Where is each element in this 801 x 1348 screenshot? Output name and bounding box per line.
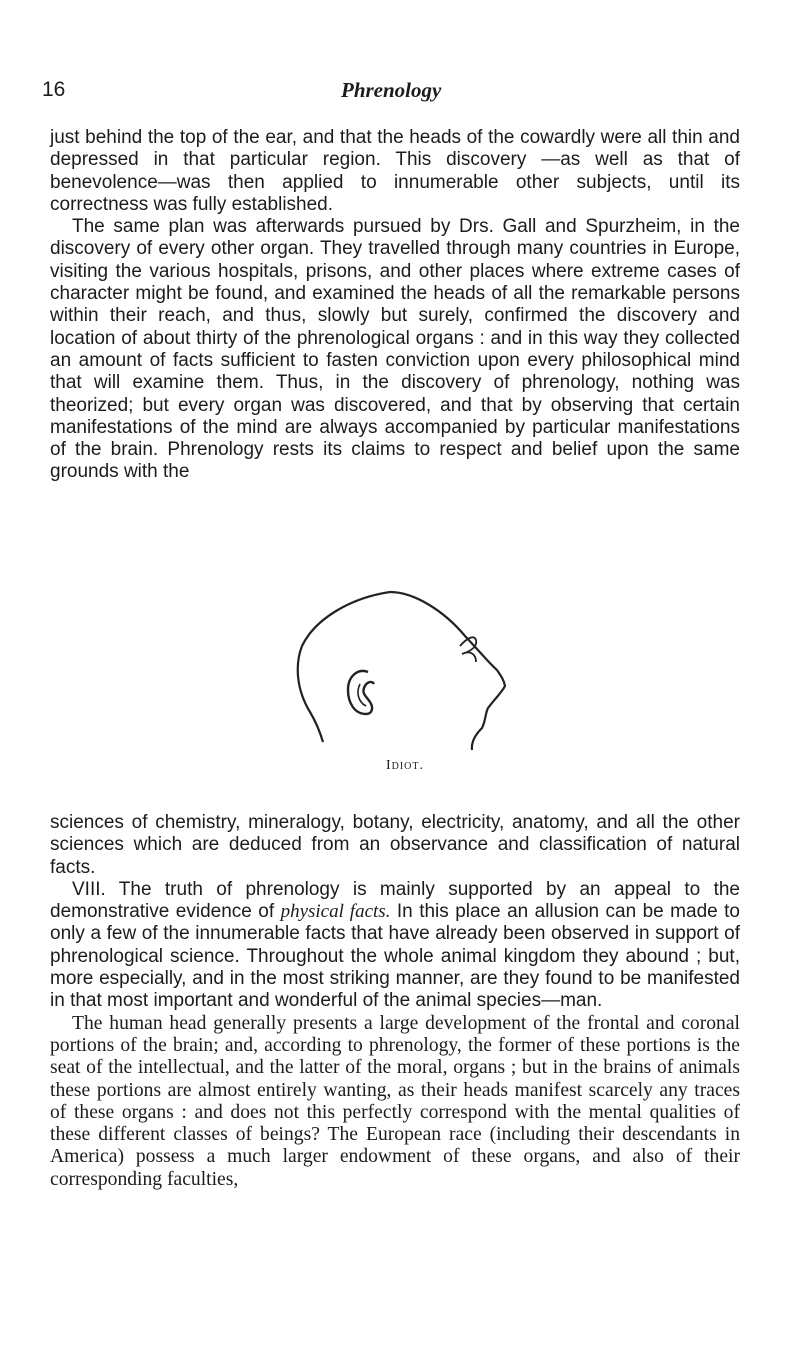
paragraph-sciences: sciences of chemistry, mineralogy, botany, electricity, anatomy, and all the other sciences which are deduced from an observance and classification of natural facts.: [50, 812, 740, 878]
skull-back-outline: [298, 592, 390, 742]
paragraph-human-head: The human head generally presents a large development of the frontal and coronal portions of the brain; and, according to phrenology, the former of these portions is the seat of the intellectual, and the latter of the moral, organs ; but in the brains of animals these portions are almost entirely wanting, as their heads manifest scarcely any traces of these organs : and does not this perfectly correspond with the mental qualities of these different classes of beings? The European race (including their descendants in America) possess a much larger endowment of these organs, and also of their corresponding faculties,: [50, 1012, 740, 1190]
viii-text-end: In this place an allusion can be made to only a few of the innumerable facts that have already been observed in support of phrenological science. Throughout the whole animal kingdom they abound ; but, more especially, and in the most striking manner, are they found to be manifested in that most important and wonderful of the animal species—man.: [50, 901, 740, 1012]
running-title: Phrenology: [341, 78, 442, 102]
figure-caption: Idiot.: [385, 758, 425, 773]
upper-text: [50, 127, 740, 484]
forehead-outline: [390, 592, 497, 670]
brow-eye-detail: [460, 637, 476, 662]
paragraph-gall-spurzheim: The same plan was afterwards pursued by Drs. Gall and Spurzheim, in the discovery of every other organ. They travelled through many countries in Europe, visiting the various hospitals, prisons, and other places where extreme cases of character might be found, and examined the heads of all the remarkable persons within their reach, and thus, slowly but surely, confirmed the discovery and location of about thirty of the phrenological organs : and in this way they collected an amount of facts sufficient to fasten conviction upon every philosophical mind that will examine them. Thus, in the discovery of phrenology, nothing was theorized; but every organ was discovered, and that by observing that certain manifestations of the mind are always accompanied by particular manifestations of the brain. Phrenology rests its claims to respect and belief upon the same grounds with the: [50, 216, 740, 483]
viii-text-start: VIII. The truth of phrenology is mainly supported by an appeal to the demonstrative evidence of: [50, 878, 740, 923]
paragraph-viii: [50, 879, 740, 1013]
lower-text: [50, 812, 740, 1191]
page-number: 16: [42, 78, 66, 101]
physical-facts-italic: physical facts.: [280, 901, 391, 923]
face-profile-outline: [472, 670, 505, 750]
page-header: [42, 78, 762, 112]
paragraph-continuation-top: just behind the top of the ear, and that the heads of the cowardly were all thin and depressed in that particular region. This discovery —as well as that of benevolence—was then applied to innumerable other subjects, until its correctness was fully established.: [50, 127, 740, 215]
idiot-head-figure: [280, 584, 530, 784]
ear-detail: [348, 671, 374, 714]
idiot-head-outline-drawing: [280, 584, 530, 759]
